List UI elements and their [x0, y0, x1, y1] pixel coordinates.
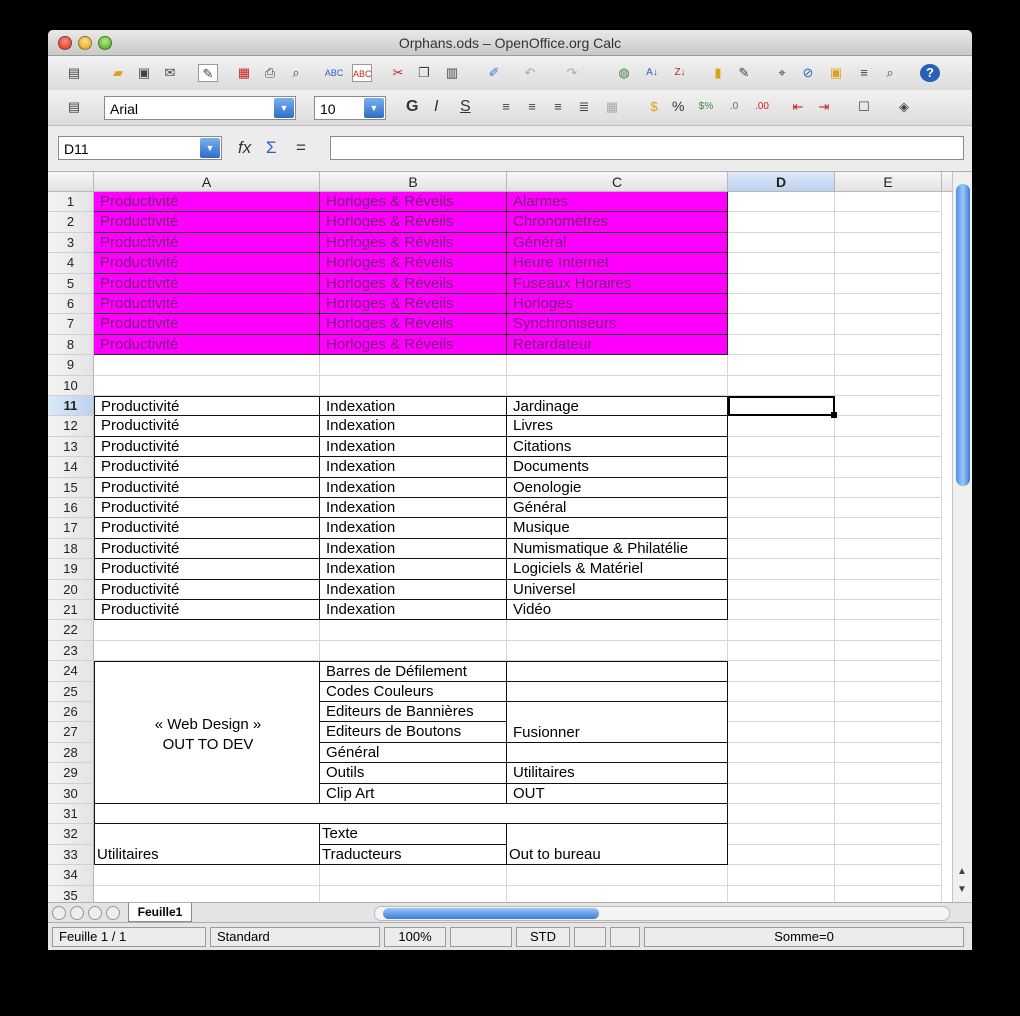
empty-cell[interactable]: [728, 559, 835, 579]
row-header[interactable]: 28: [48, 743, 94, 763]
status-page-style[interactable]: Standard: [210, 927, 380, 947]
background-color-icon[interactable]: ◈: [899, 99, 909, 114]
next-sheet-icon[interactable]: [88, 906, 102, 920]
empty-cell[interactable]: [728, 845, 835, 865]
cell-indexation[interactable]: Oenologie: [507, 478, 728, 498]
help-icon[interactable]: ?: [920, 64, 940, 82]
cell-indexation[interactable]: Jardinage: [507, 396, 728, 416]
empty-cell[interactable]: [835, 661, 942, 681]
row-header[interactable]: 33: [48, 845, 94, 865]
italic-button[interactable]: I: [434, 98, 439, 115]
empty-cell[interactable]: [320, 641, 507, 661]
align-right-icon[interactable]: ≡: [554, 99, 562, 114]
row-header[interactable]: 18: [48, 539, 94, 559]
cell-webdesign-item[interactable]: Editeurs de Bannières: [320, 702, 507, 722]
empty-cell[interactable]: [835, 763, 942, 783]
cell-indexation[interactable]: Musique: [507, 518, 728, 538]
row-header[interactable]: 13: [48, 437, 94, 457]
sort-ascending-icon[interactable]: A↓: [646, 67, 658, 78]
empty-cell[interactable]: [94, 641, 320, 661]
function-equals-icon[interactable]: =: [296, 138, 306, 157]
gallery-icon[interactable]: ▣: [829, 65, 843, 80]
cell-webdesign-item[interactable]: Outils: [320, 763, 507, 783]
empty-cell[interactable]: [835, 600, 942, 620]
empty-cell[interactable]: [728, 784, 835, 804]
decrease-indent-icon[interactable]: ⇤: [792, 99, 804, 114]
find-replace-icon[interactable]: ⌖: [778, 65, 786, 80]
row-header[interactable]: 9: [48, 355, 94, 375]
cell-highlighted[interactable]: Heure Internet: [507, 253, 728, 273]
empty-cell[interactable]: [728, 437, 835, 457]
cell-indexation[interactable]: Productivité: [94, 518, 320, 538]
row-header[interactable]: 10: [48, 376, 94, 396]
bold-button[interactable]: G: [406, 98, 419, 115]
column-header-d[interactable]: D: [728, 172, 835, 192]
empty-cell[interactable]: [728, 376, 835, 396]
cell-reference: D11: [64, 141, 89, 157]
row-header[interactable]: 26: [48, 702, 94, 722]
row-header[interactable]: 7: [48, 314, 94, 334]
cell-indexation[interactable]: Indexation: [320, 416, 507, 436]
row-header[interactable]: 35: [48, 886, 94, 902]
empty-cell[interactable]: [507, 376, 728, 396]
formula-bar: [48, 126, 972, 172]
function-wizard-icon[interactable]: fx: [238, 138, 252, 157]
vertical-scroll-thumb[interactable]: [956, 184, 970, 486]
empty-cell[interactable]: [835, 784, 942, 804]
cell-highlighted[interactable]: Horloges & Réveils: [320, 314, 507, 334]
empty-cell[interactable]: [835, 804, 942, 824]
font-name-combo[interactable]: [104, 96, 296, 120]
empty-cell[interactable]: [835, 865, 942, 885]
cell-indexation[interactable]: Universel: [507, 580, 728, 600]
empty-cell[interactable]: [507, 682, 728, 702]
row-header[interactable]: 30: [48, 784, 94, 804]
cell-highlighted[interactable]: Horloges & Réveils: [320, 274, 507, 294]
cell-indexation[interactable]: Indexation: [320, 437, 507, 457]
empty-cell[interactable]: [728, 600, 835, 620]
vertical-scrollbar[interactable]: [952, 172, 972, 902]
empty-cell[interactable]: [835, 886, 942, 902]
out-to-bureau-text: Out to bureau: [509, 846, 601, 864]
styles-formatting-icon[interactable]: ▤: [67, 99, 81, 114]
webdesign-label-line: « Web Design »: [154, 716, 262, 734]
cell-indexation[interactable]: Logiciels & Matériel: [507, 559, 728, 579]
empty-cell[interactable]: [835, 416, 942, 436]
empty-cell[interactable]: [728, 253, 835, 273]
status-zoom[interactable]: 100%: [384, 927, 446, 947]
empty-cell[interactable]: [835, 539, 942, 559]
empty-cell[interactable]: [835, 824, 942, 844]
row-header[interactable]: 25: [48, 682, 94, 702]
cell-highlighted[interactable]: Productivité: [94, 212, 320, 232]
select-all-corner[interactable]: [48, 172, 94, 192]
chevron-down-icon[interactable]: ▼: [274, 98, 294, 118]
empty-cell[interactable]: [507, 641, 728, 661]
cell-indexation[interactable]: Livres: [507, 416, 728, 436]
cell-highlighted[interactable]: Général: [507, 233, 728, 253]
cell-out[interactable]: OUT: [507, 784, 728, 804]
empty-cell[interactable]: [835, 518, 942, 538]
formatting-toolbar: [48, 90, 972, 126]
calc-window: [48, 30, 972, 950]
row-header[interactable]: 20: [48, 580, 94, 600]
empty-cell[interactable]: [835, 314, 942, 334]
cell-highlighted[interactable]: Productivité: [94, 233, 320, 253]
clone-formatting-icon[interactable]: ✐: [488, 65, 500, 80]
name-box[interactable]: [58, 136, 222, 160]
cell-indexation[interactable]: Productivité: [94, 559, 320, 579]
merged-cell-webdesign[interactable]: [94, 661, 320, 804]
cell-indexation[interactable]: Numismatique & Philatélie: [507, 539, 728, 559]
zoom-icon[interactable]: ⌕: [886, 65, 894, 80]
empty-cell[interactable]: [835, 580, 942, 600]
delete-decimal-icon[interactable]: .00: [755, 101, 769, 112]
empty-cell[interactable]: [728, 865, 835, 885]
empty-cell[interactable]: [835, 845, 942, 865]
cell-highlighted[interactable]: Productivité: [94, 335, 320, 355]
empty-cell[interactable]: [728, 233, 835, 253]
cell-indexation[interactable]: Productivité: [94, 396, 320, 416]
cell-webdesign-item[interactable]: Général: [320, 743, 507, 763]
empty-cell[interactable]: [728, 294, 835, 314]
empty-cell[interactable]: [728, 539, 835, 559]
empty-cell[interactable]: [728, 743, 835, 763]
cell-indexation[interactable]: Productivité: [94, 600, 320, 620]
cell-highlighted[interactable]: Chronomètres: [507, 212, 728, 232]
empty-cell[interactable]: [728, 682, 835, 702]
cell-indexation[interactable]: Indexation: [320, 518, 507, 538]
window-title: Orphans.ods – OpenOffice.org Calc: [398, 35, 622, 51]
cell-highlighted[interactable]: Horloges & Réveils: [320, 294, 507, 314]
edit-file-icon[interactable]: ✎: [198, 64, 218, 82]
empty-cell[interactable]: [835, 294, 942, 314]
cell-indexation[interactable]: Productivité: [94, 498, 320, 518]
empty-cell[interactable]: [728, 498, 835, 518]
hyperlink-icon[interactable]: ◍: [618, 65, 630, 80]
empty-cell[interactable]: [320, 355, 507, 375]
empty-cell[interactable]: [320, 376, 507, 396]
empty-cell[interactable]: [507, 620, 728, 640]
status-selection-mode[interactable]: STD: [516, 927, 570, 947]
sort-descending-icon[interactable]: Z↓: [674, 67, 686, 78]
column-header-a[interactable]: A: [94, 172, 320, 192]
first-sheet-icon[interactable]: [52, 906, 66, 920]
empty-cell[interactable]: [835, 253, 942, 273]
spreadsheet-grid: [48, 172, 952, 902]
status-blank-2: [574, 927, 606, 947]
empty-cell[interactable]: [728, 661, 835, 681]
title-bar: [48, 30, 972, 56]
print-preview-icon[interactable]: ⌕: [292, 65, 300, 80]
status-blank-1: [450, 927, 512, 947]
row-header[interactable]: 6: [48, 294, 94, 314]
align-center-icon[interactable]: ≡: [528, 99, 536, 114]
empty-cell[interactable]: [835, 396, 942, 416]
row-header[interactable]: 27: [48, 722, 94, 742]
empty-cell[interactable]: [835, 457, 942, 477]
cell-highlighted[interactable]: Horloges & Réveils: [320, 233, 507, 253]
justify-icon[interactable]: ≣: [578, 99, 590, 114]
empty-cell[interactable]: [94, 376, 320, 396]
cell-utilitaires-item[interactable]: Traducteurs: [320, 845, 507, 865]
empty-cell[interactable]: [507, 743, 728, 763]
currency-format-icon[interactable]: $: [650, 99, 658, 114]
merge-cells-icon[interactable]: ▦: [605, 99, 619, 114]
row-header[interactable]: 5: [48, 274, 94, 294]
row-header[interactable]: 23: [48, 641, 94, 661]
row-header[interactable]: 15: [48, 478, 94, 498]
status-modified: [610, 927, 640, 947]
horizontal-scroll-thumb[interactable]: [383, 908, 599, 919]
underline-button[interactable]: S: [460, 98, 471, 115]
borders-icon[interactable]: ☐: [858, 99, 870, 114]
empty-cell[interactable]: [507, 355, 728, 375]
empty-cell[interactable]: [835, 335, 942, 355]
chart-icon[interactable]: ▮: [714, 65, 722, 80]
print-icon[interactable]: ⎙: [264, 65, 276, 80]
empty-cell[interactable]: [728, 722, 835, 742]
cell-indexation[interactable]: Documents: [507, 457, 728, 477]
cell-utilitaires[interactable]: Utilitaires: [507, 763, 728, 783]
save-icon[interactable]: ▣: [137, 65, 151, 80]
empty-cell[interactable]: [835, 274, 942, 294]
cell-highlighted[interactable]: Alarmes: [507, 192, 728, 212]
column-header-b[interactable]: B: [320, 172, 507, 192]
cell-indexation[interactable]: Productivité: [94, 457, 320, 477]
cell-indexation[interactable]: Indexation: [320, 600, 507, 620]
empty-cell[interactable]: [94, 355, 320, 375]
chevron-down-icon[interactable]: ▼: [364, 98, 384, 118]
empty-cell[interactable]: [728, 702, 835, 722]
empty-cell[interactable]: [728, 192, 835, 212]
scroll-up-icon[interactable]: ▲: [957, 866, 967, 877]
cell-indexation[interactable]: Citations: [507, 437, 728, 457]
open-folder-icon[interactable]: ▰: [113, 65, 123, 80]
export-pdf-icon[interactable]: ▦: [237, 65, 251, 80]
redo-icon[interactable]: ↷: [566, 65, 578, 80]
cell-highlighted[interactable]: Horloges & Réveils: [320, 212, 507, 232]
cell-indexation[interactable]: Productivité: [94, 416, 320, 436]
empty-cell[interactable]: [835, 682, 942, 702]
last-sheet-icon[interactable]: [106, 906, 120, 920]
cell-highlighted[interactable]: Horloges: [507, 294, 728, 314]
empty-cell[interactable]: [94, 804, 728, 824]
empty-cell[interactable]: [320, 865, 507, 885]
email-icon[interactable]: ✉: [164, 65, 176, 80]
cell-indexation[interactable]: Indexation: [320, 457, 507, 477]
cell-indexation[interactable]: Productivité: [94, 539, 320, 559]
empty-cell[interactable]: [728, 314, 835, 334]
copy-icon[interactable]: ❐: [418, 65, 430, 80]
empty-cell[interactable]: [507, 886, 728, 902]
cells-area[interactable]: [94, 192, 952, 902]
row-header[interactable]: 14: [48, 457, 94, 477]
cell-highlighted[interactable]: Productivité: [94, 314, 320, 334]
column-header-e[interactable]: E: [835, 172, 942, 192]
chevron-down-icon[interactable]: ▼: [200, 138, 220, 158]
cell-indexation[interactable]: Général: [507, 498, 728, 518]
selected-cell-d11[interactable]: [728, 396, 835, 416]
cell-highlighted[interactable]: Horloges & Réveils: [320, 335, 507, 355]
empty-cell[interactable]: [728, 886, 835, 902]
row-header[interactable]: 31: [48, 804, 94, 824]
empty-cell[interactable]: [835, 437, 942, 457]
align-left-icon[interactable]: ≡: [502, 99, 510, 114]
empty-cell[interactable]: [835, 478, 942, 498]
percent-format-button[interactable]: %: [672, 98, 685, 114]
empty-cell[interactable]: [835, 355, 942, 375]
horizontal-scrollbar[interactable]: [374, 906, 950, 921]
empty-cell[interactable]: [728, 804, 835, 824]
sheet-tab-bar: [48, 902, 972, 922]
cell-highlighted[interactable]: Fuseaux Horaires: [507, 274, 728, 294]
empty-cell[interactable]: [835, 702, 942, 722]
empty-cell[interactable]: [835, 722, 942, 742]
standard-format-icon[interactable]: $%: [698, 101, 714, 112]
font-name-value: Arial: [110, 101, 139, 117]
cell-highlighted[interactable]: Productivité: [94, 192, 320, 212]
row-header[interactable]: 11: [48, 396, 94, 416]
fill-handle[interactable]: [831, 412, 837, 418]
empty-cell[interactable]: [320, 886, 507, 902]
undo-icon[interactable]: ↶: [524, 65, 536, 80]
empty-cell[interactable]: [728, 416, 835, 436]
empty-cell[interactable]: [835, 192, 942, 212]
paste-icon[interactable]: ▥: [445, 65, 459, 80]
standard-toolbar: [48, 56, 972, 90]
cell-indexation[interactable]: Indexation: [320, 559, 507, 579]
merged-cell-utilitaires[interactable]: Utilitaires: [94, 824, 320, 865]
draw-functions-icon[interactable]: ✎: [738, 65, 750, 80]
row-header[interactable]: 19: [48, 559, 94, 579]
empty-cell[interactable]: [728, 212, 835, 232]
data-sources-icon[interactable]: ≡: [860, 65, 868, 80]
cut-icon[interactable]: ✂: [392, 65, 404, 80]
row-header[interactable]: 12: [48, 416, 94, 436]
cell-highlighted[interactable]: Horloges & Réveils: [320, 192, 507, 212]
empty-cell[interactable]: [728, 641, 835, 661]
row-header[interactable]: 29: [48, 763, 94, 783]
increase-indent-icon[interactable]: ⇥: [818, 99, 830, 114]
font-size-value: 10: [320, 101, 336, 117]
cell-indexation[interactable]: Indexation: [320, 539, 507, 559]
row-header[interactable]: 8: [48, 335, 94, 355]
cell-indexation[interactable]: Productivité: [94, 478, 320, 498]
cell-indexation[interactable]: Productivité: [94, 437, 320, 457]
empty-cell[interactable]: [835, 743, 942, 763]
row-header[interactable]: 22: [48, 620, 94, 640]
row-header[interactable]: 3: [48, 233, 94, 253]
cell-utilitaires-item[interactable]: Texte: [320, 824, 507, 844]
font-size-combo[interactable]: [314, 96, 386, 120]
cell-indexation[interactable]: Indexation: [320, 396, 507, 416]
empty-cell[interactable]: [835, 620, 942, 640]
empty-cell[interactable]: [94, 620, 320, 640]
merged-cell-fusionner[interactable]: Fusionner: [507, 702, 728, 743]
empty-cell[interactable]: [320, 620, 507, 640]
empty-cell[interactable]: [728, 274, 835, 294]
auto-spellcheck-icon[interactable]: ABC: [352, 64, 372, 82]
empty-cell[interactable]: [835, 641, 942, 661]
empty-cell[interactable]: [728, 620, 835, 640]
cell-webdesign-item[interactable]: Clip Art: [320, 784, 507, 804]
navigator-icon[interactable]: ⊘: [802, 65, 814, 80]
row-header[interactable]: 34: [48, 865, 94, 885]
cell-webdesign-item[interactable]: Barres de Défilement: [320, 661, 507, 681]
row-header[interactable]: 24: [48, 661, 94, 681]
row-header[interactable]: 21: [48, 600, 94, 620]
scroll-down-icon[interactable]: ▼: [957, 884, 967, 895]
previous-sheet-icon[interactable]: [70, 906, 84, 920]
cell-webdesign-item[interactable]: Codes Couleurs: [320, 682, 507, 702]
sum-icon[interactable]: Σ: [266, 138, 277, 157]
row-header[interactable]: 1: [48, 192, 94, 212]
status-sheet: Feuille 1 / 1: [52, 927, 206, 947]
row-header[interactable]: 16: [48, 498, 94, 518]
empty-cell[interactable]: [507, 865, 728, 885]
cell-highlighted[interactable]: Productivité: [94, 253, 320, 273]
new-document-icon[interactable]: ▤: [67, 65, 81, 80]
empty-cell[interactable]: [94, 865, 320, 885]
cell-indexation[interactable]: Indexation: [320, 478, 507, 498]
cell-highlighted[interactable]: Productivité: [94, 294, 320, 314]
row-header[interactable]: 32: [48, 824, 94, 844]
empty-cell[interactable]: [835, 212, 942, 232]
row-header[interactable]: 17: [48, 518, 94, 538]
cell-highlighted[interactable]: Retardateur: [507, 335, 728, 355]
empty-cell[interactable]: [728, 824, 835, 844]
merged-cell-out-to-bureau[interactable]: [507, 824, 728, 865]
empty-cell[interactable]: [94, 886, 320, 902]
spellcheck-icon[interactable]: ABC: [324, 68, 344, 78]
empty-cell[interactable]: [728, 335, 835, 355]
webdesign-label-line: OUT TO DEV: [162, 736, 254, 754]
empty-cell[interactable]: [835, 559, 942, 579]
cell-highlighted[interactable]: Productivité: [94, 274, 320, 294]
cell-indexation[interactable]: Indexation: [320, 498, 507, 518]
cell-indexation[interactable]: Productivité: [94, 580, 320, 600]
empty-cell[interactable]: [728, 763, 835, 783]
cell-indexation[interactable]: Vidéo: [507, 600, 728, 620]
sheet-tab-feuille1[interactable]: Feuille1: [128, 903, 192, 922]
add-decimal-icon[interactable]: .0: [729, 101, 739, 112]
cell-highlighted[interactable]: Synchroniseurs: [507, 314, 728, 334]
cell-highlighted[interactable]: Horloges & Réveils: [320, 253, 507, 273]
row-header[interactable]: 4: [48, 253, 94, 273]
empty-cell[interactable]: [835, 498, 942, 518]
column-header-c[interactable]: C: [507, 172, 728, 192]
empty-cell[interactable]: [728, 355, 835, 375]
empty-cell[interactable]: [507, 661, 728, 681]
cell-webdesign-item[interactable]: Editeurs de Boutons: [320, 722, 507, 742]
column-header-overflow: [942, 172, 952, 192]
formula-input[interactable]: [330, 136, 964, 160]
empty-cell[interactable]: [728, 457, 835, 477]
empty-cell[interactable]: [728, 580, 835, 600]
empty-cell[interactable]: [728, 478, 835, 498]
empty-cell[interactable]: [835, 233, 942, 253]
row-header[interactable]: 2: [48, 212, 94, 232]
empty-cell[interactable]: [728, 518, 835, 538]
empty-cell[interactable]: [835, 376, 942, 396]
status-bar: [48, 922, 972, 950]
cell-indexation[interactable]: Indexation: [320, 580, 507, 600]
status-sum: Somme=0: [644, 927, 964, 947]
